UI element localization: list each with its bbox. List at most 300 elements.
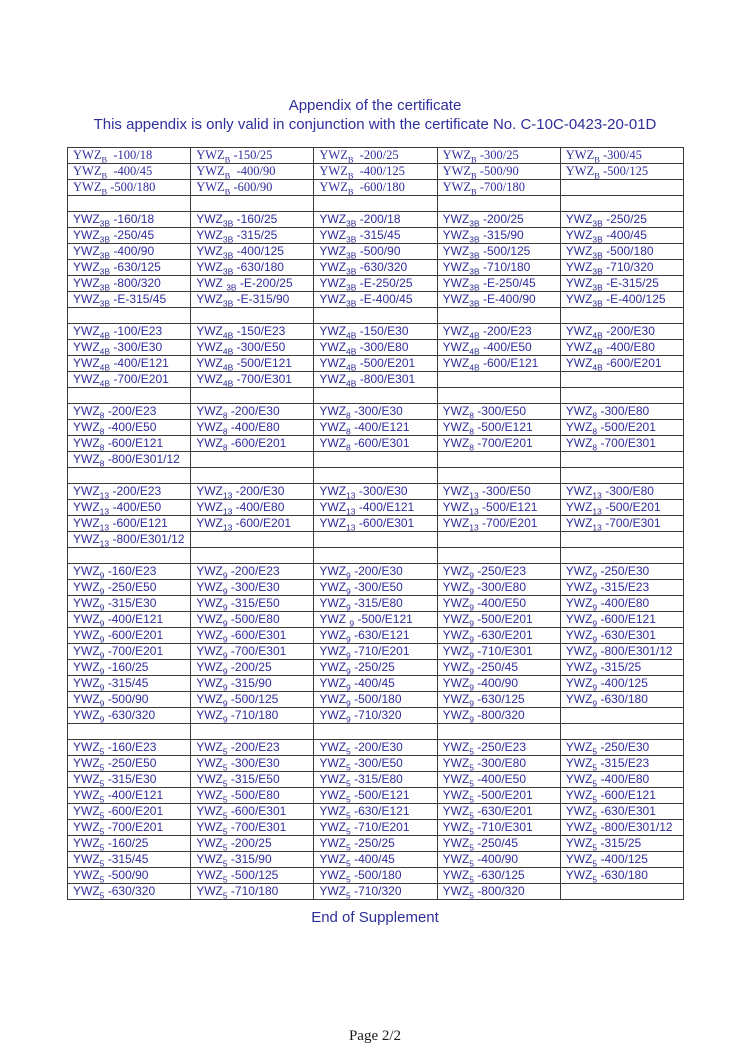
empty-cell <box>314 468 437 484</box>
model-row <box>68 420 684 436</box>
model-subscript: 3B <box>346 266 357 276</box>
model-cell: $YWZ_9$ -250/E30 <box>560 564 683 580</box>
model-row <box>68 404 684 420</box>
empty-cell <box>560 724 683 740</box>
model-cell: $YWZ_8$ -700/E301 <box>560 436 683 452</box>
model-cell: $YWZ_{3B}$ -E-315/25 <box>560 276 683 292</box>
model-subscript: 9 <box>99 650 105 660</box>
model-subscript: 5 <box>222 810 228 820</box>
model-subscript: 5 <box>469 826 474 836</box>
model-row <box>68 692 684 708</box>
model-subscript: 5 <box>222 794 228 804</box>
model-cell: $YWZ_9$ -400/E50 <box>437 596 560 612</box>
model-subscript: B <box>101 154 108 164</box>
model-subscript: 8 <box>222 426 228 436</box>
model-cell: $YWZ_B$ -300/25 <box>437 148 560 164</box>
model-cell: $YWZ_5$ -500/125 <box>191 868 314 884</box>
model-subscript: 9 <box>99 666 105 676</box>
model-subscript: 5 <box>222 842 228 852</box>
model-row <box>68 212 684 228</box>
model-cell: $YWZ_9$ -315/E23 <box>560 580 683 596</box>
model-cell: $YWZ_{4B}$ -400/E121 <box>68 356 191 372</box>
model-cell: $YWZ_{4B}$ -600/E201 <box>560 356 683 372</box>
model-subscript: 5 <box>592 762 598 772</box>
model-row <box>68 356 684 372</box>
model-subscript: 8 <box>346 426 351 436</box>
model-cell: $YWZ_9$ -400/E80 <box>560 596 683 612</box>
model-subscript: 5 <box>469 858 474 868</box>
empty-cell <box>314 548 437 564</box>
model-cell: $YWZ_{4B}$ -300/E80 <box>314 340 437 356</box>
model-subscript: 9 <box>99 570 105 580</box>
model-row <box>68 244 684 260</box>
model-subscript: B <box>224 186 231 196</box>
model-subscript: 9 <box>592 682 598 692</box>
model-cell: $YWZ_5$ -315/E50 <box>191 772 314 788</box>
model-row <box>68 564 684 580</box>
model-row <box>68 756 684 772</box>
model-cell: $YWZ_5$ -400/125 <box>560 852 683 868</box>
model-cell: $YWZ_{3B}$ -250/25 <box>560 212 683 228</box>
model-subscript: 3B <box>592 298 603 308</box>
model-cell: $YWZ_8$ -400/E80 <box>191 420 314 436</box>
model-subscript: 3B <box>222 218 234 228</box>
model-cell: $YWZ_B$ -400/125 <box>314 164 437 180</box>
model-cell: $YWZ_{3B}$ -200/25 <box>437 212 560 228</box>
empty-cell <box>314 532 437 548</box>
model-subscript: 3B <box>592 266 603 276</box>
model-cell: $YWZ_{4B}$ -800/E301 <box>314 372 437 388</box>
model-subscript: 3B <box>592 234 603 244</box>
model-cell: $YWZ_5$ -630/320 <box>68 884 191 900</box>
model-cell: $YWZ_5$ -700/E201 <box>68 820 191 836</box>
model-row <box>68 276 684 292</box>
model-subscript: 3B <box>592 250 603 260</box>
model-cell: $YWZ_{4B}$ -300/E30 <box>68 340 191 356</box>
empty-cell <box>314 724 437 740</box>
model-subscript: 5 <box>346 826 351 836</box>
model-subscript: 3B <box>469 298 480 308</box>
model-cell: $YWZ_5$ -315/E23 <box>560 756 683 772</box>
model-subscript: 13 <box>346 490 356 500</box>
model-subscript: 5 <box>99 810 105 820</box>
model-cell: $YWZ_9$ -300/E30 <box>191 580 314 596</box>
model-cell: $YWZ_5$ -600/E201 <box>68 804 191 820</box>
model-subscript: B <box>471 154 477 164</box>
model-cell: $YWZ_{13}$ -600/E121 <box>68 516 191 532</box>
page-number: Page 2/2 <box>348 1028 402 1044</box>
model-cell: $YWZ_8$ -500/E201 <box>560 420 683 436</box>
model-cell: $YWZ_{13}$ -400/E50 <box>68 500 191 516</box>
model-cell: $YWZ_9$ -160/E23 <box>68 564 191 580</box>
model-row <box>68 740 684 756</box>
model-subscript: 4B <box>99 362 111 372</box>
model-subscript: 9 <box>99 602 105 612</box>
model-subscript: B <box>471 186 477 196</box>
model-cell: $YWZ_B$ -500/125 <box>560 164 683 180</box>
model-cell: $YWZ_5$ -300/E30 <box>191 756 314 772</box>
model-subscript: 9 <box>346 666 351 676</box>
model-cell: $YWZ_8$ -600/E201 <box>191 436 314 452</box>
model-subscript: B <box>101 186 108 196</box>
model-cell: $YWZ_5$ -315/45 <box>68 852 191 868</box>
model-subscript: 5 <box>99 778 105 788</box>
model-subscript: 5 <box>346 762 351 772</box>
model-subscript: 9 <box>99 586 105 596</box>
model-subscript: 9 <box>346 698 351 708</box>
empty-cell <box>191 196 314 212</box>
model-subscript: 4B <box>222 378 234 388</box>
model-row <box>68 452 684 468</box>
model-subscript: 5 <box>99 858 105 868</box>
empty-cell <box>314 308 437 324</box>
model-subscript: 9 <box>222 570 228 580</box>
model-cell: $YWZ_B$ -100/18 <box>68 148 191 164</box>
separator-row <box>68 468 684 484</box>
model-subscript: 9 <box>469 618 474 628</box>
model-cell: $YWZ_5$ -800/E301/12 <box>560 820 683 836</box>
empty-cell <box>560 372 683 388</box>
model-cell: $YWZ_9$ -250/E23 <box>437 564 560 580</box>
model-subscript: 4B <box>346 362 357 372</box>
model-cell: $YWZ_9$ -315/E80 <box>314 596 437 612</box>
model-cell: $YWZ_5$ -630/125 <box>437 868 560 884</box>
empty-cell <box>191 468 314 484</box>
model-subscript: 9 <box>222 586 228 596</box>
model-cell: $YWZ_{3B}$ -630/180 <box>191 260 314 276</box>
model-subscript: 3B <box>469 234 480 244</box>
model-subscript: 3B <box>99 266 111 276</box>
model-cell: $YWZ_{3B}$ -315/25 <box>191 228 314 244</box>
model-cell: $YWZ_8$ -300/E80 <box>560 404 683 420</box>
model-subscript: 3B <box>99 234 111 244</box>
model-cell: $YWZ_5$ -500/E121 <box>314 788 437 804</box>
model-subscript: 3B <box>99 298 111 308</box>
model-subscript: 13 <box>469 522 479 532</box>
separator-row <box>68 196 684 212</box>
model-cell: $YWZ_9$ -800/320 <box>437 708 560 724</box>
model-subscript: 9 <box>592 634 598 644</box>
model-subscript: 8 <box>99 442 105 452</box>
empty-cell <box>68 548 191 564</box>
model-cell: $YWZ_9$ -200/E30 <box>314 564 437 580</box>
separator-row <box>68 388 684 404</box>
model-subscript: 5 <box>469 778 474 788</box>
empty-cell <box>314 196 437 212</box>
model-cell: $YWZ_{13}$ -700/E201 <box>437 516 560 532</box>
model-subscript: 8 <box>99 426 105 436</box>
model-cell: $YWZ_8$ -400/E121 <box>314 420 437 436</box>
model-cell: $YWZ_{3B}$ -160/18 <box>68 212 191 228</box>
model-row <box>68 884 684 900</box>
model-subscript: 9 <box>346 634 351 644</box>
model-subscript: 9 <box>592 698 598 708</box>
model-cell: $YWZ_9$ -630/E201 <box>437 628 560 644</box>
model-row <box>68 164 684 180</box>
empty-cell <box>314 388 437 404</box>
model-subscript: 8 <box>222 442 228 452</box>
model-row <box>68 772 684 788</box>
model-row <box>68 612 684 628</box>
model-cell: $YWZ_8$ -700/E201 <box>437 436 560 452</box>
end-of-supplement-text: End of Supplement <box>311 909 439 926</box>
model-subscript: 5 <box>592 794 598 804</box>
model-subscript: 5 <box>346 874 351 884</box>
model-cell: YWZ $_{3B}$ -E-200/25 <box>191 276 314 292</box>
model-row <box>68 596 684 612</box>
model-subscript: 13 <box>222 490 233 500</box>
model-cell: $YWZ_9$ -400/45 <box>314 676 437 692</box>
model-subscript: 4B <box>346 346 357 356</box>
model-subscript: 5 <box>592 810 598 820</box>
model-cell: $YWZ_B$ -400/45 <box>68 164 191 180</box>
model-subscript: 4B <box>99 346 111 356</box>
model-cell: $YWZ_5$ -630/E301 <box>560 804 683 820</box>
model-subscript: 8 <box>469 410 474 420</box>
model-subscript: 8 <box>469 426 474 436</box>
model-cell: $YWZ_5$ -315/25 <box>560 836 683 852</box>
model-table <box>67 147 684 900</box>
empty-cell <box>191 548 314 564</box>
empty-cell <box>560 452 683 468</box>
model-cell: $YWZ_B$ -400/90 <box>191 164 314 180</box>
model-row <box>68 580 684 596</box>
model-cell: $YWZ_5$ -160/25 <box>68 836 191 852</box>
model-cell: $YWZ_{3B}$ -E-250/25 <box>314 276 437 292</box>
model-subscript: 9 <box>469 698 474 708</box>
model-subscript: 9 <box>99 698 105 708</box>
model-cell: $YWZ_{3B}$ -630/125 <box>68 260 191 276</box>
model-subscript: 5 <box>469 746 474 756</box>
empty-cell <box>68 724 191 740</box>
model-subscript: 5 <box>592 842 598 852</box>
model-cell: $YWZ_{4B}$ -300/E50 <box>191 340 314 356</box>
model-row <box>68 180 684 196</box>
model-cell: $YWZ_9$ -160/25 <box>68 660 191 676</box>
model-cell: $YWZ_5$ -600/E121 <box>560 788 683 804</box>
model-cell: $YWZ_9$ -200/25 <box>191 660 314 676</box>
model-cell: $YWZ_{4B}$ -700/E301 <box>191 372 314 388</box>
model-subscript: 9 <box>469 570 474 580</box>
model-subscript: 13 <box>99 506 110 516</box>
model-subscript: 5 <box>222 858 228 868</box>
model-subscript: 3B <box>469 282 480 292</box>
model-subscript: 9 <box>222 714 228 724</box>
model-subscript: 13 <box>222 522 233 532</box>
model-cell: $YWZ_{3B}$ -710/180 <box>437 260 560 276</box>
model-subscript: 3B <box>592 282 603 292</box>
model-cell: $YWZ_5$ -710/E201 <box>314 820 437 836</box>
model-subscript: 3B <box>346 298 357 308</box>
model-cell: $YWZ_5$ -700/E301 <box>191 820 314 836</box>
model-subscript: 9 <box>346 602 351 612</box>
model-subscript: 13 <box>222 506 233 516</box>
model-cell: $YWZ_5$ -250/E30 <box>560 740 683 756</box>
model-cell: $YWZ_9$ -700/E301 <box>191 644 314 660</box>
model-cell: $YWZ_{3B}$ -630/320 <box>314 260 437 276</box>
model-cell: $YWZ_B$ -600/180 <box>314 180 437 196</box>
model-subscript: 4B <box>592 362 603 372</box>
model-subscript: 9 <box>592 666 598 676</box>
model-subscript: 13 <box>592 490 602 500</box>
model-cell: $YWZ_9$ -315/E50 <box>191 596 314 612</box>
empty-cell <box>560 468 683 484</box>
model-subscript: 9 <box>222 666 228 676</box>
model-cell: $YWZ_{4B}$ -500/E121 <box>191 356 314 372</box>
model-subscript: B <box>594 154 600 164</box>
model-cell: $YWZ_5$ -200/E23 <box>191 740 314 756</box>
appendix-title: Appendix of the certificate <box>288 97 462 114</box>
model-subscript: 4B <box>99 378 111 388</box>
model-row <box>68 836 684 852</box>
model-cell: $YWZ_{4B}$ -700/E201 <box>68 372 191 388</box>
empty-cell <box>437 548 560 564</box>
model-cell: $YWZ_8$ -200/E23 <box>68 404 191 420</box>
model-cell: $YWZ_9$ -500/E201 <box>437 612 560 628</box>
model-cell: $YWZ_{4B}$ -400/E80 <box>560 340 683 356</box>
model-cell: $YWZ_{3B}$ -E-400/90 <box>437 292 560 308</box>
model-subscript: 5 <box>99 842 105 852</box>
model-subscript: 13 <box>346 506 356 516</box>
model-row <box>68 852 684 868</box>
model-subscript: 5 <box>222 746 228 756</box>
model-subscript: 5 <box>469 794 474 804</box>
model-row <box>68 532 684 548</box>
model-row <box>68 436 684 452</box>
model-cell: $YWZ_{4B}$ -400/E50 <box>437 340 560 356</box>
model-subscript: 9 <box>349 618 355 628</box>
model-subscript: 9 <box>99 714 105 724</box>
empty-cell <box>437 196 560 212</box>
model-cell: $YWZ_5$ -600/E301 <box>191 804 314 820</box>
model-subscript: 4B <box>222 330 234 340</box>
model-cell: $YWZ_{3B}$ -400/125 <box>191 244 314 260</box>
model-row <box>68 660 684 676</box>
model-cell: $YWZ_5$ -250/E23 <box>437 740 560 756</box>
model-subscript: 8 <box>99 410 105 420</box>
model-cell: $YWZ_9$ -710/180 <box>191 708 314 724</box>
model-cell: $YWZ_{3B}$ -315/90 <box>437 228 560 244</box>
model-subscript: 5 <box>469 874 474 884</box>
model-subscript: 5 <box>592 826 598 836</box>
empty-cell <box>68 468 191 484</box>
model-cell: $YWZ_{13}$ -400/E80 <box>191 500 314 516</box>
empty-cell <box>437 452 560 468</box>
empty-cell <box>437 724 560 740</box>
model-subscript: 9 <box>592 570 598 580</box>
model-subscript: 13 <box>346 522 356 532</box>
model-subscript: 5 <box>592 778 598 788</box>
separator-row <box>68 308 684 324</box>
empty-cell <box>437 308 560 324</box>
model-cell: $YWZ_5$ -630/180 <box>560 868 683 884</box>
empty-cell <box>191 308 314 324</box>
appendix-subtitle: This appendix is only valid in conjunction with the certificate No. C-10C-0423-20-01D <box>93 116 657 133</box>
model-subscript: 3B <box>469 266 480 276</box>
model-cell: $YWZ_B$ -500/180 <box>68 180 191 196</box>
model-subscript: 5 <box>99 746 105 756</box>
model-cell: $YWZ_{13}$ -500/E201 <box>560 500 683 516</box>
model-cell: $YWZ_5$ -300/E80 <box>437 756 560 772</box>
model-cell: $YWZ_8$ -400/E50 <box>68 420 191 436</box>
model-cell: $YWZ_{4B}$ -100/E23 <box>68 324 191 340</box>
model-cell: $YWZ_9$ -600/E301 <box>191 628 314 644</box>
model-cell: $YWZ_{3B}$ -500/180 <box>560 244 683 260</box>
model-subscript: 8 <box>592 442 598 452</box>
model-cell: $YWZ_9$ -250/45 <box>437 660 560 676</box>
model-subscript: 8 <box>592 410 598 420</box>
model-cell: $YWZ_8$ -800/E301/12 <box>68 452 191 468</box>
empty-cell <box>560 884 683 900</box>
model-subscript: 5 <box>222 762 228 772</box>
model-subscript: 5 <box>469 810 474 820</box>
model-cell: $YWZ_9$ -630/125 <box>437 692 560 708</box>
model-subscript: 5 <box>346 794 351 804</box>
model-cell: $YWZ_8$ -600/E301 <box>314 436 437 452</box>
model-cell: $YWZ_5$ -630/E201 <box>437 804 560 820</box>
model-cell: $YWZ_5$ -315/E30 <box>68 772 191 788</box>
model-cell: $YWZ_5$ -315/E80 <box>314 772 437 788</box>
model-subscript: 3B <box>222 266 234 276</box>
model-subscript: 4B <box>592 330 603 340</box>
model-cell: $YWZ_9$ -250/E50 <box>68 580 191 596</box>
model-row <box>68 484 684 500</box>
model-subscript: 5 <box>99 826 105 836</box>
model-subscript: 3B <box>99 282 111 292</box>
model-cell: $YWZ_{3B}$ -710/320 <box>560 260 683 276</box>
empty-cell <box>191 724 314 740</box>
model-subscript: 8 <box>592 426 598 436</box>
model-cell: $YWZ_{13}$ -600/E301 <box>314 516 437 532</box>
model-subscript: 3B <box>592 218 603 228</box>
model-cell: $YWZ_9$ -400/90 <box>437 676 560 692</box>
empty-cell <box>68 196 191 212</box>
model-subscript: 9 <box>469 714 474 724</box>
model-cell: $YWZ_B$ -500/90 <box>437 164 560 180</box>
model-subscript: 3B <box>99 218 111 228</box>
model-subscript: 9 <box>222 682 228 692</box>
model-cell: $YWZ_{3B}$ -E-400/125 <box>560 292 683 308</box>
model-subscript: B <box>347 154 354 164</box>
model-row <box>68 340 684 356</box>
model-subscript: B <box>594 170 600 180</box>
empty-cell <box>560 532 683 548</box>
model-row <box>68 644 684 660</box>
model-subscript: B <box>347 186 354 196</box>
model-cell: $YWZ_9$ -300/E50 <box>314 580 437 596</box>
model-subscript: B <box>471 170 477 180</box>
model-cell: $YWZ_9$ -250/25 <box>314 660 437 676</box>
model-cell: $YWZ_5$ -500/90 <box>68 868 191 884</box>
model-subscript: B <box>101 170 108 180</box>
model-subscript: 9 <box>469 682 474 692</box>
model-subscript: 9 <box>222 650 228 660</box>
model-subscript: 5 <box>99 890 105 900</box>
model-cell: $YWZ_{3B}$ -160/25 <box>191 212 314 228</box>
model-subscript: 9 <box>469 650 474 660</box>
model-cell: $YWZ_9$ -710/320 <box>314 708 437 724</box>
model-cell: $YWZ_9$ -500/90 <box>68 692 191 708</box>
model-cell: $YWZ_8$ -300/E30 <box>314 404 437 420</box>
model-cell: $YWZ_5$ -500/180 <box>314 868 437 884</box>
model-subscript: 9 <box>469 666 474 676</box>
model-cell: $YWZ_9$ -700/E201 <box>68 644 191 660</box>
model-cell: $YWZ_5$ -250/E50 <box>68 756 191 772</box>
model-cell: $YWZ_9$ -630/E301 <box>560 628 683 644</box>
model-cell: $YWZ_5$ -500/E80 <box>191 788 314 804</box>
model-cell: $YWZ_5$ -710/320 <box>314 884 437 900</box>
model-cell: $YWZ_{3B}$ -400/45 <box>560 228 683 244</box>
